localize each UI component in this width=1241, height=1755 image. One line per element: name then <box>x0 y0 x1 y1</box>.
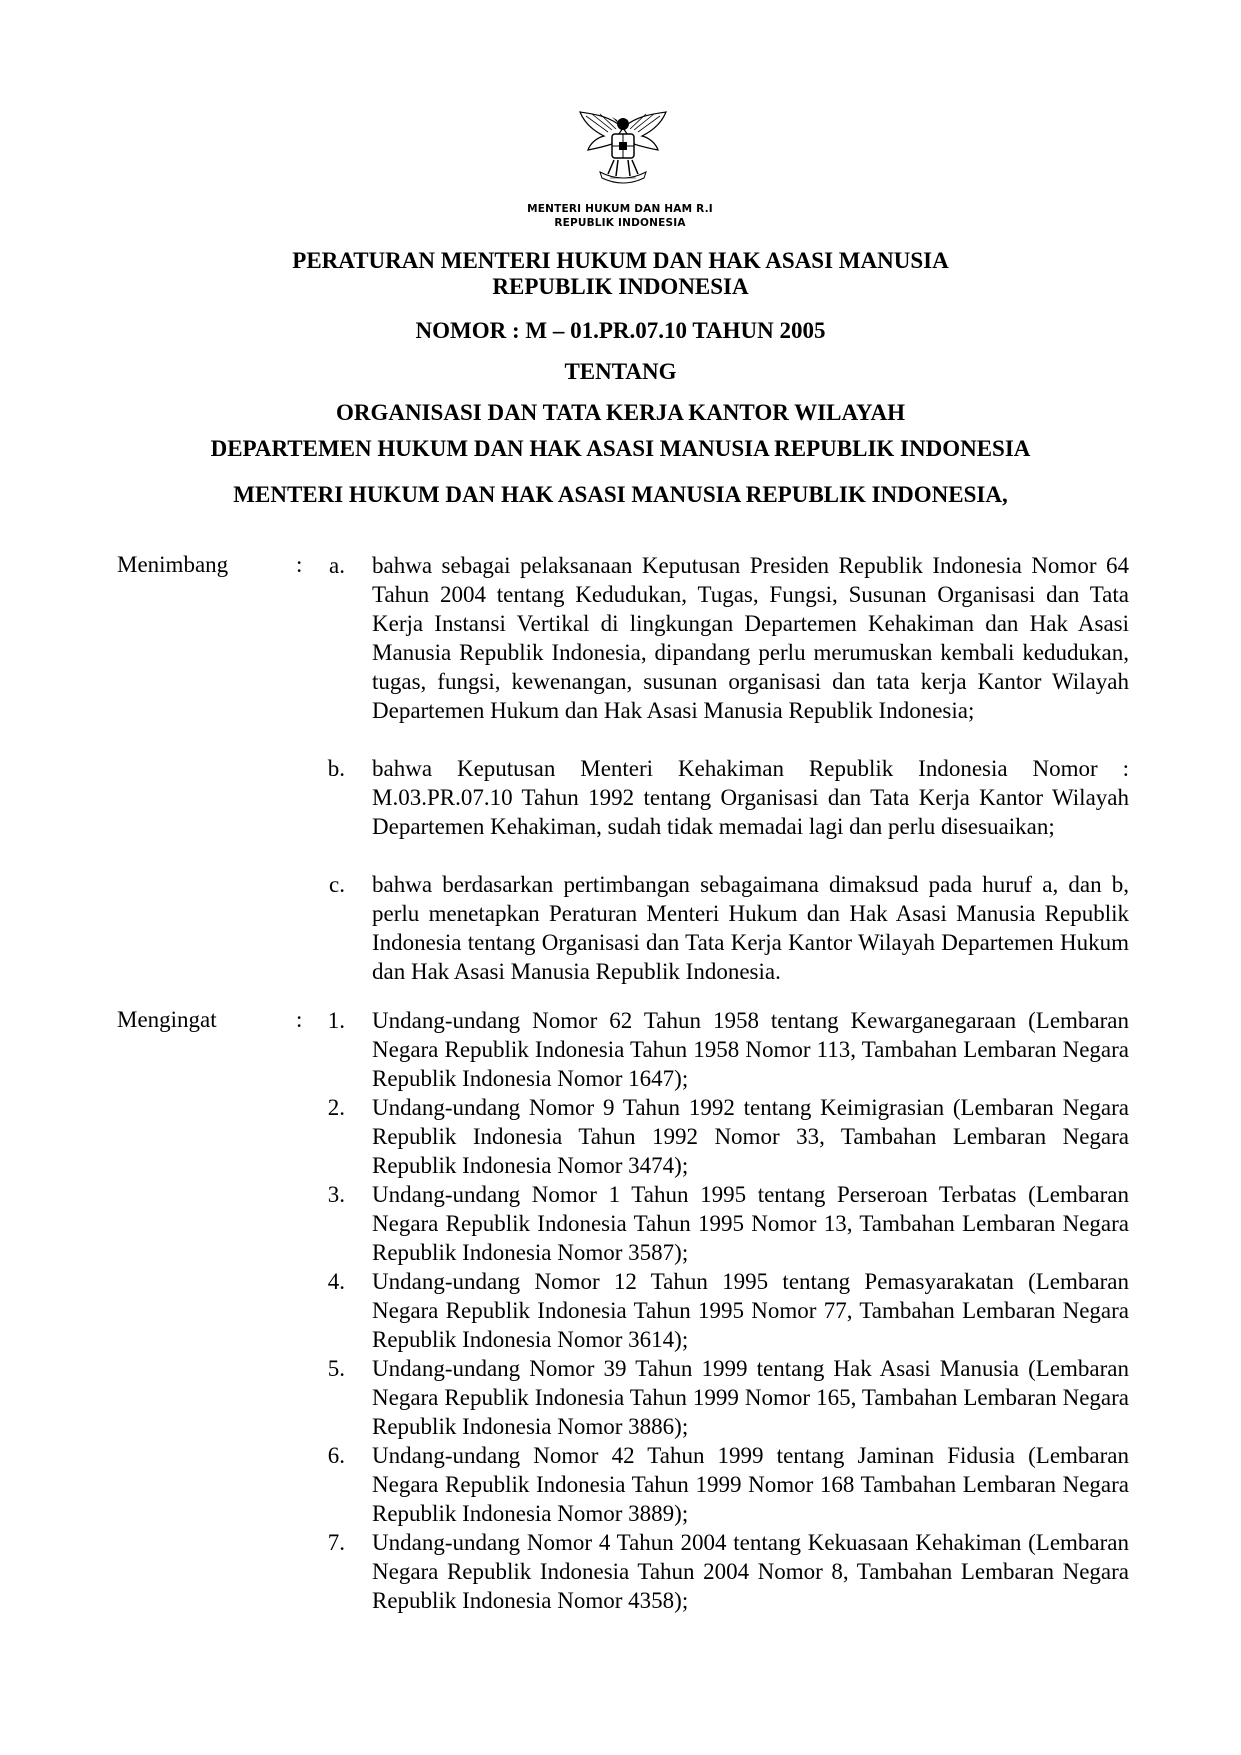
item-text: Undang-undang Nomor 39 Tahun 1999 tentang Hak Asasi Manusia (Lembaran Negara Republik Indonesia Tahun 1999 Nomor 165, Tambahan Lembaran Negara Republik Indonesia Nomor 3886); <box>372 1356 1129 1439</box>
item-text: Undang-undang Nomor 42 Tahun 1999 tentang Jaminan Fidusia (Lembaran Negara Republik Indonesia Tahun 1999 Nomor 168 Tambahan Lembaran Negara Republik Indonesia Nomor 3889); <box>372 1443 1129 1526</box>
garuda-emblem-icon <box>574 108 672 192</box>
item-text: Undang-undang Nomor 9 Tahun 1992 tentang Keimigrasian (Lembaran Negara Republik Indonesia Tahun 1992 Nomor 33, Tambahan Lembaran Negara Republik Indonesia Nomor 3474); <box>372 1095 1129 1178</box>
item-marker: c. <box>329 872 345 897</box>
item-marker: 6. <box>327 1443 345 1468</box>
title-line-2: REPUBLIK INDONESIA <box>492 274 749 299</box>
item-marker: 7. <box>327 1530 345 1555</box>
title-line-1: PERATURAN MENTERI HUKUM DAN HAK ASASI MANUSIA <box>292 248 949 273</box>
institution-line-1: MENTERI HUKUM DAN HAM R.I <box>527 203 713 215</box>
garuda-emblem-graphic <box>574 108 672 192</box>
mengingat-label: Mengingat <box>117 1007 217 1032</box>
subject-line-2: DEPARTEMEN HUKUM DAN HAK ASASI MANUSIA REPUBLIK INDONESIA <box>210 436 1031 461</box>
item-text: Undang-undang Nomor 62 Tahun 1958 tentang Kewarganegaraan (Lembaran Negara Republik Indonesia Tahun 1958 Nomor 113, Tambahan Lembaran Negara Republik Indonesia Nomor 1647); <box>372 1008 1129 1091</box>
item-text: bahwa Keputusan Menteri Kehakiman Republik Indonesia Nomor : M.03.PR.07.10 Tahun 1992 tentang Organisasi dan Tata Kerja Kantor Wilayah Departemen Kehakiman, sudah tidak memadai lagi dan perlu disesuaikan; <box>372 756 1129 839</box>
tentang-heading: TENTANG <box>564 359 677 384</box>
item-marker: 4. <box>327 1269 345 1294</box>
item-text: Undang-undang Nomor 1 Tahun 1995 tentang Perseroan Terbatas (Lembaran Negara Republik Indonesia Tahun 1995 Nomor 13, Tambahan Lembaran Negara Republik Indonesia Nomor 3587); <box>372 1182 1129 1265</box>
menimbang-label: Menimbang <box>117 552 229 577</box>
menimbang-colon: : <box>296 552 303 577</box>
item-marker: 1. <box>327 1008 345 1033</box>
item-text: Undang-undang Nomor 12 Tahun 1995 tentang Pemasyarakatan (Lembaran Negara Republik Indonesia Tahun 1995 Nomor 77, Tambahan Lembaran Negara Republik Indonesia Nomor 3614); <box>372 1269 1129 1352</box>
item-marker: b. <box>327 756 345 781</box>
item-text: bahwa berdasarkan pertimbangan sebagaimana dimaksud pada huruf a, dan b, perlu menetapkan Peraturan Menteri Hukum dan Hak Asasi Manusia Republik Indonesia tentang Organisasi dan Tata Kerja Kantor Wilayah Departemen Hukum dan Hak Asasi Manusia Republik Indonesia. <box>372 872 1129 984</box>
regulation-number: NOMOR : M – 01.PR.07.10 TAHUN 2005 <box>415 318 826 343</box>
issuer-line: MENTERI HUKUM DAN HAK ASASI MANUSIA REPUBLIK INDONESIA, <box>233 482 1008 507</box>
item-text: Undang-undang Nomor 4 Tahun 2004 tentang Kekuasaan Kehakiman (Lembaran Negara Republik Indonesia Tahun 2004 Nomor 8, Tambahan Lembaran Negara Republik Indonesia Nomor 4358); <box>372 1530 1129 1613</box>
institution-line-2: REPUBLIK INDONESIA <box>554 217 686 229</box>
item-marker: 2. <box>327 1095 345 1120</box>
subject-line-1: ORGANISASI DAN TATA KERJA KANTOR WILAYAH <box>336 400 905 425</box>
item-marker: 5. <box>327 1356 345 1381</box>
item-marker: 3. <box>327 1182 345 1207</box>
item-text: bahwa sebagai pelaksanaan Keputusan Presiden Republik Indonesia Nomor 64 Tahun 2004 tentang Kedudukan, Tugas, Fungsi, Susunan Organisasi dan Tata Kerja Instansi Vertikal di lingkungan Departemen Kehakiman dan Hak Asasi Manusia Republik Indonesia, dipandang perlu merumuskan kembali kedudukan, tugas, fungsi, kewenangan, susunan organisasi dan tata kerja Kantor Wilayah Departemen Hukum dan Hak Asasi Manusia Republik Indonesia; <box>372 553 1129 723</box>
item-marker: a. <box>329 553 345 578</box>
mengingat-colon: : <box>296 1007 303 1032</box>
